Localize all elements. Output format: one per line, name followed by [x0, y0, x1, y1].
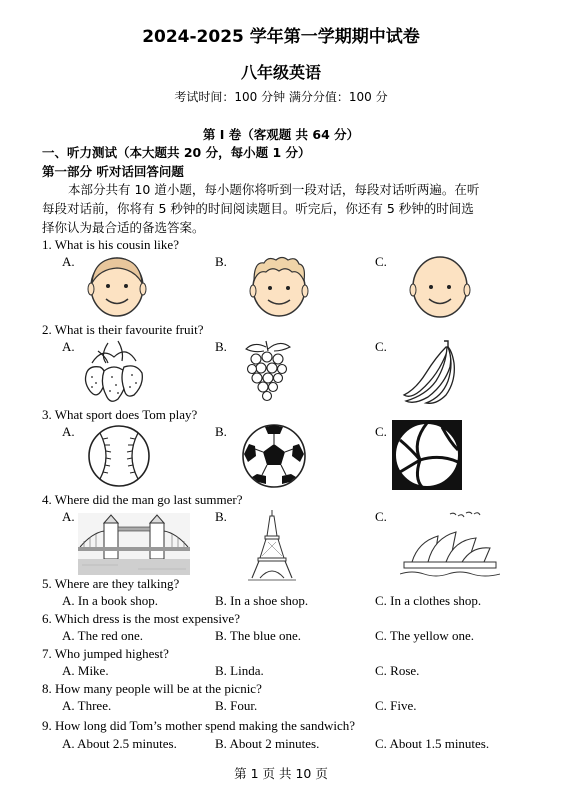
question-6-text: 6. Which dress is the most expensive? — [42, 611, 240, 626]
grapes-image — [236, 337, 298, 407]
question-6-option-a[interactable]: A. The red one. — [62, 628, 143, 643]
question-7-option-c[interactable]: C. Rose. — [375, 663, 420, 678]
subsection-title: 第一部分 听对话回答问题 — [42, 164, 184, 179]
exam-info: 考试时间：100 分钟 满分分值：100 分 — [174, 90, 388, 104]
section-listening-title: 一、听力测试（本大题共 20 分，每小题 1 分） — [42, 145, 311, 160]
question-7-text: 7. Who jumped highest? — [42, 646, 169, 661]
question-3-option-b-label[interactable]: B. — [215, 424, 227, 439]
question-9-option-b[interactable]: B. About 2 minutes. — [215, 736, 320, 751]
question-2-option-a-label[interactable]: A. — [62, 339, 75, 354]
question-4-text: 4. Where did the man go last summer? — [42, 492, 243, 507]
part-one-title: 第 I 卷（客观题 共 64 分） — [202, 127, 360, 142]
exam-subject: 八年级英语 — [240, 63, 321, 82]
question-1-option-c-label[interactable]: C. — [375, 254, 387, 269]
question-3-text: 3. What sport does Tom play? — [42, 407, 198, 422]
question-1-text: 1. What is his cousin like? — [42, 237, 179, 252]
eiffel-tower-image — [246, 508, 298, 582]
question-8-option-c[interactable]: C. Five. — [375, 698, 417, 713]
volleyball-image — [392, 420, 462, 490]
question-8-text: 8. How many people will be at the picnic? — [42, 681, 262, 696]
tower-bridge-image — [78, 513, 190, 575]
question-4-option-a-label[interactable]: A. — [62, 509, 75, 524]
bananas-image — [396, 337, 458, 407]
question-4-option-c-label[interactable]: C. — [375, 509, 387, 524]
question-1-option-b-label[interactable]: B. — [215, 254, 227, 269]
face-wavy-hair-image — [244, 253, 314, 319]
face-bald-image — [405, 253, 475, 319]
strawberries-image — [78, 337, 150, 407]
question-3-option-a-label[interactable]: A. — [62, 424, 75, 439]
question-3-option-c-label[interactable]: C. — [375, 424, 387, 439]
question-5-option-b[interactable]: B. In a shoe shop. — [215, 593, 309, 608]
question-5-option-c[interactable]: C. In a clothes shop. — [375, 593, 482, 608]
page-number: 第 1 页 共 10 页 — [234, 766, 328, 781]
question-9-text: 9. How long did Tom’s mother spend making the sandwich? — [42, 718, 355, 733]
question-2-text: 2. What is their favourite fruit? — [42, 322, 204, 337]
instructions-line-2: 每段对话前，你将有 5 秒钟的时间阅读题目。听完后，你还有 5 秒钟的时间选 — [42, 201, 474, 216]
question-6-option-b[interactable]: B. The blue one. — [215, 628, 302, 643]
question-2-option-c-label[interactable]: C. — [375, 339, 387, 354]
baseball-image — [86, 423, 152, 489]
question-5-option-a[interactable]: A. In a book shop. — [62, 593, 159, 608]
question-1-option-a-label[interactable]: A. — [62, 254, 75, 269]
instructions-line-1: 本部分共有 10 道小题，每小题你将听到一段对话，每段对话听两遍。在听 — [68, 182, 480, 197]
face-short-hair-image — [82, 253, 152, 319]
soccer-ball-image — [240, 422, 308, 490]
instructions-line-3: 择你认为最合适的备选答案。 — [42, 220, 205, 235]
question-8-option-b[interactable]: B. Four. — [215, 698, 258, 713]
question-5-text: 5. Where are they talking? — [42, 576, 180, 591]
question-7-option-a[interactable]: A. Mike. — [62, 663, 109, 678]
sydney-opera-house-image — [400, 510, 500, 578]
question-4-option-b-label[interactable]: B. — [215, 509, 227, 524]
question-9-option-a[interactable]: A. About 2.5 minutes. — [62, 736, 177, 751]
question-7-option-b[interactable]: B. Linda. — [215, 663, 264, 678]
exam-title: 2024-2025 学年第一学期期中试卷 — [142, 27, 420, 47]
question-2-option-b-label[interactable]: B. — [215, 339, 227, 354]
question-6-option-c[interactable]: C. The yellow one. — [375, 628, 475, 643]
question-9-option-c[interactable]: C. About 1.5 minutes. — [375, 736, 490, 751]
question-8-option-a[interactable]: A. Three. — [62, 698, 112, 713]
